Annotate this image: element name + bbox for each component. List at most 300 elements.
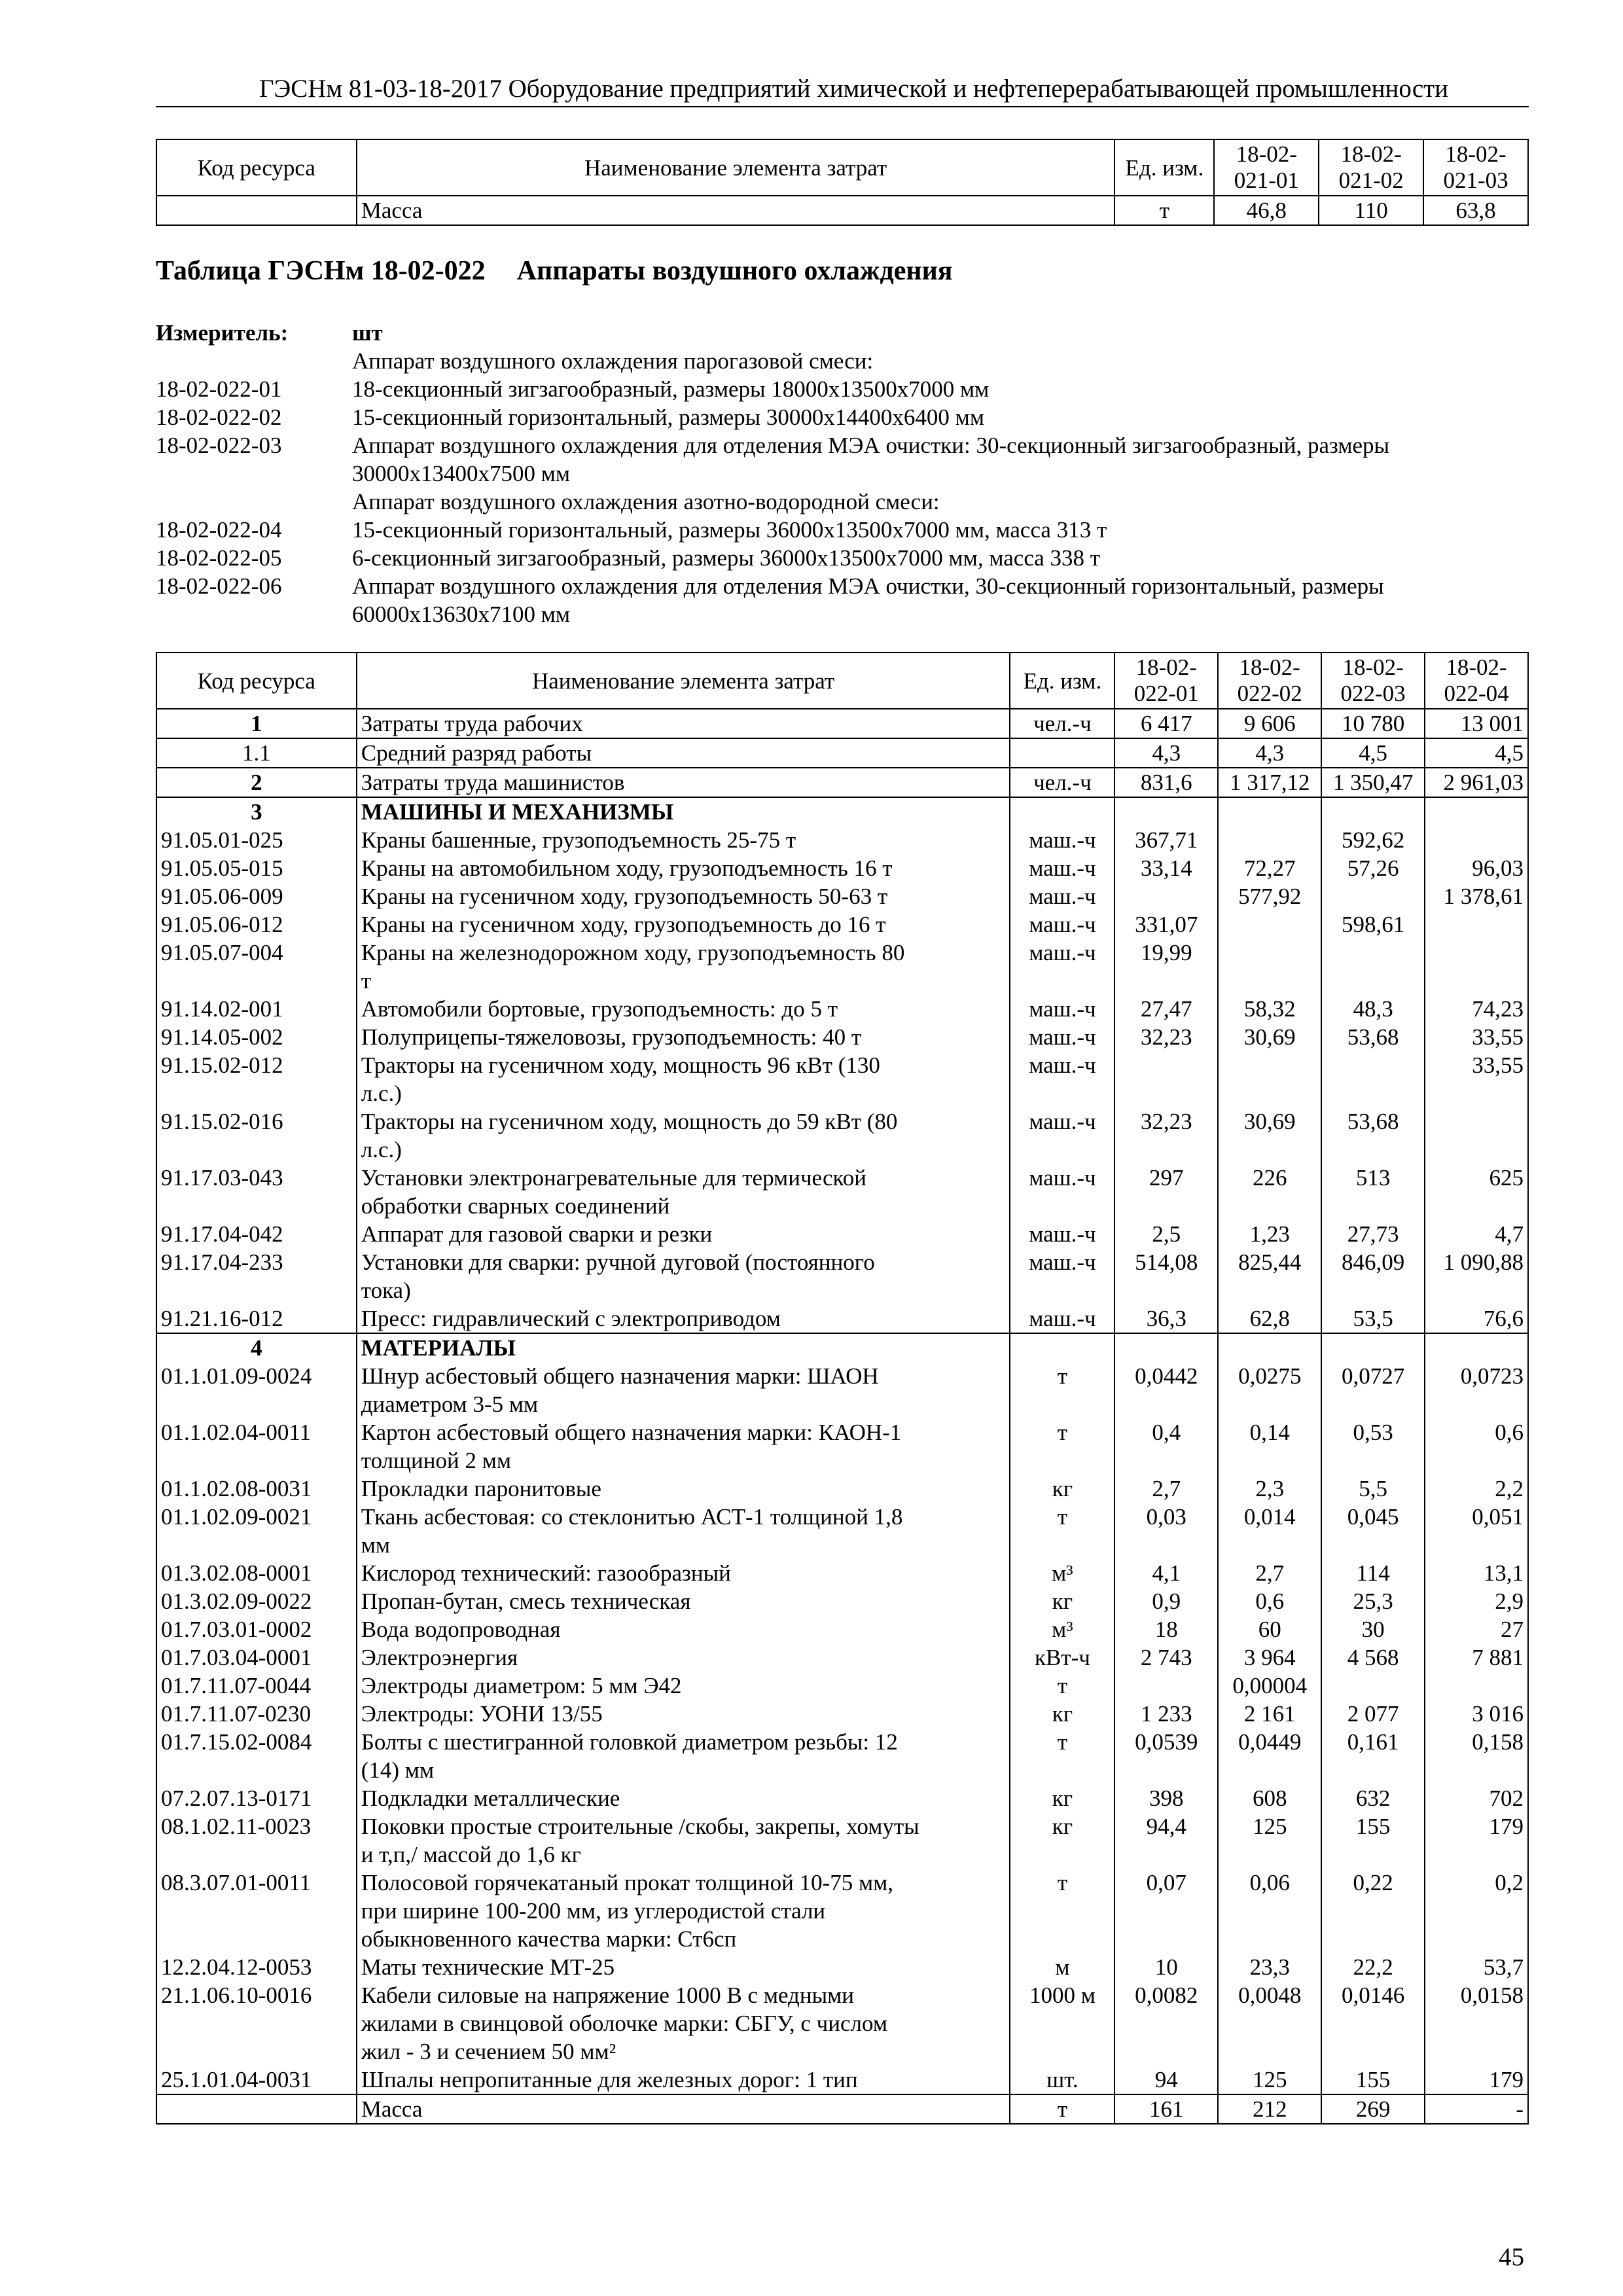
value — [1321, 1672, 1425, 1700]
value: 0,014 — [1218, 1503, 1321, 1559]
value: 2 077 — [1321, 1700, 1425, 1728]
resource-code: 21.1.06.10-0016 — [156, 1981, 357, 2066]
resource-code: 01.1.02.08-0031 — [156, 1475, 357, 1503]
value: 10 — [1115, 1953, 1218, 1981]
resource-code: 91.05.06-009 — [156, 882, 357, 910]
unit — [1010, 738, 1115, 768]
value: 48,3 — [1321, 995, 1425, 1023]
table-row — [156, 1304, 1528, 1333]
value: 0,06 — [1218, 1869, 1321, 1953]
measure-label: Измеритель: — [156, 320, 289, 346]
value: 1 090,88 — [1425, 1248, 1528, 1304]
table-row — [156, 1475, 1528, 1503]
value: 27,73 — [1321, 1220, 1425, 1248]
value: 0,0275 — [1218, 1362, 1321, 1418]
value: 32,23 — [1115, 1107, 1218, 1164]
value: 94 — [1115, 2066, 1218, 2094]
value — [1321, 797, 1425, 826]
value: 1 317,12 — [1218, 768, 1321, 797]
resource-code: 01.7.03.04-0001 — [156, 1643, 357, 1672]
value: 226 — [1218, 1164, 1321, 1220]
unit: маш.-ч — [1010, 939, 1115, 995]
table-row — [156, 738, 1528, 768]
norm-code: 18-02-022-04 — [156, 517, 282, 543]
table-row — [156, 1051, 1528, 1107]
resource-code: 2 — [156, 768, 357, 797]
cost-item-name: Аппарат для газовой сварки и резки — [357, 1220, 1010, 1248]
value: 22,2 — [1321, 1953, 1425, 1981]
unit: кг — [1010, 1700, 1115, 1728]
header-divider — [156, 106, 1529, 107]
value: 0,22 — [1321, 1869, 1425, 1953]
cost-item-name: Тракторы на гусеничном ходу, мощность 96 кВт (130 л.с.) — [357, 1051, 1010, 1107]
value: - — [1425, 2094, 1528, 2124]
value: 0,161 — [1321, 1728, 1425, 1784]
section-row — [156, 797, 1528, 826]
norm-code: 18-02-022-02 — [156, 404, 282, 430]
col-header-norm: 18-02- 021-01 — [1214, 139, 1319, 196]
resource-code: 91.21.16-012 — [156, 1304, 357, 1333]
value: 10 780 — [1321, 709, 1425, 738]
measure-unit: шт — [352, 320, 383, 346]
value: 2,3 — [1218, 1475, 1321, 1503]
norm-description: 30000x13400x7500 мм — [352, 461, 571, 486]
table-row — [156, 1107, 1528, 1164]
cost-item-name: Пропан-бутан, смесь техническая — [357, 1587, 1010, 1615]
table-row — [156, 1700, 1528, 1728]
value — [1115, 1333, 1218, 1362]
value: 94,4 — [1115, 1812, 1218, 1869]
value: 27 — [1425, 1615, 1528, 1643]
unit: чел.-ч — [1010, 768, 1115, 797]
cost-item-name: Маты технические МТ-25 — [357, 1953, 1010, 1981]
col-header-norm: 18-02- 021-02 — [1319, 139, 1423, 196]
value: 53,7 — [1425, 1953, 1528, 1981]
value: 212 — [1218, 2094, 1321, 2124]
resource-code: 91.15.02-016 — [156, 1107, 357, 1164]
resource-code: 01.1.01.09-0024 — [156, 1362, 357, 1418]
unit: маш.-ч — [1010, 1107, 1115, 1164]
value — [1425, 1107, 1528, 1164]
value: 0,6 — [1218, 1587, 1321, 1615]
resource-code: 25.1.01.04-0031 — [156, 2066, 357, 2094]
value: 33,14 — [1115, 854, 1218, 882]
cost-item-name: Прокладки паронитовые — [357, 1475, 1010, 1503]
value: 155 — [1321, 1812, 1425, 1869]
cost-item-name: Картон асбестовый общего назначения марки: КАОН-1 толщиной 2 мм — [357, 1418, 1010, 1475]
norm-description: 15-секционный горизонтальный, размеры 30000x14400x6400 мм — [352, 404, 984, 430]
resource-code: 01.7.11.07-0044 — [156, 1672, 357, 1700]
cost-item-name: Затраты труда рабочих — [357, 709, 1010, 738]
value: 2 743 — [1115, 1643, 1218, 1672]
value: 4,5 — [1321, 738, 1425, 768]
value — [1425, 939, 1528, 995]
table-header-row — [156, 139, 1528, 196]
value: 514,08 — [1115, 1248, 1218, 1304]
unit: т — [1010, 1728, 1115, 1784]
value: 297 — [1115, 1164, 1218, 1220]
value: 155 — [1321, 2066, 1425, 2094]
resource-code: 91.17.04-042 — [156, 1220, 357, 1248]
value — [1115, 1672, 1218, 1700]
value: 592,62 — [1321, 826, 1425, 854]
cost-item-name: Масса — [357, 196, 1115, 225]
value: 74,23 — [1425, 995, 1528, 1023]
table-number: Таблица ГЭСНм 18-02-022 — [156, 256, 486, 286]
table-name: Аппараты воздушного охлаждения — [516, 256, 953, 286]
norm-code: 18-02-022-06 — [156, 573, 282, 599]
cost-item-name: Электроды диаметром: 5 мм Э42 — [357, 1672, 1010, 1700]
value: 27,47 — [1115, 995, 1218, 1023]
value — [1321, 882, 1425, 910]
value: 96,03 — [1425, 854, 1528, 882]
value: 513 — [1321, 1164, 1425, 1220]
unit: маш.-ч — [1010, 1051, 1115, 1107]
value: 0,4 — [1115, 1418, 1218, 1475]
cost-item-name: Установки электронагревательные для термической обработки сварных соединений — [357, 1164, 1010, 1220]
norm-description: Аппарат воздушного охлаждения для отделения МЭА очистки, 30-секционный горизонтальный, размеры — [352, 573, 1384, 599]
unit: т — [1010, 1362, 1115, 1418]
cost-item-name: Шпалы непропитанные для железных дорог: 1 тип — [357, 2066, 1010, 2094]
unit: маш.-ч — [1010, 1164, 1115, 1220]
value: 0,0158 — [1425, 1981, 1528, 2066]
cost-item-name: Затраты труда машинистов — [357, 768, 1010, 797]
table-18-02-021-tail — [156, 139, 1529, 226]
unit: кг — [1010, 1784, 1115, 1812]
resource-code: 07.2.07.13-0171 — [156, 1784, 357, 1812]
value: 3 964 — [1218, 1643, 1321, 1672]
unit: маш.-ч — [1010, 1248, 1115, 1304]
unit: т — [1010, 2094, 1115, 2124]
value: 53,5 — [1321, 1304, 1425, 1333]
value: 0,051 — [1425, 1503, 1528, 1559]
table-header-row — [156, 653, 1528, 709]
value: 72,27 — [1218, 854, 1321, 882]
value: 0,0442 — [1115, 1362, 1218, 1418]
table-row — [156, 1981, 1528, 2066]
value: 0,0082 — [1115, 1981, 1218, 2066]
value — [1115, 882, 1218, 910]
value — [1115, 1051, 1218, 1107]
value — [1321, 939, 1425, 995]
cost-item-name: Кислород технический: газообразный — [357, 1559, 1010, 1587]
value: 2,7 — [1115, 1475, 1218, 1503]
value: 0,0727 — [1321, 1362, 1425, 1418]
col-header-norm: 18-02- 022-04 — [1425, 653, 1528, 709]
value — [1218, 939, 1321, 995]
table-row — [156, 995, 1528, 1023]
table-row — [156, 1023, 1528, 1051]
value: 577,92 — [1218, 882, 1321, 910]
table-row — [156, 1953, 1528, 1981]
unit: маш.-ч — [1010, 1304, 1115, 1333]
section-row — [156, 1333, 1528, 1362]
cost-item-name: Тракторы на гусеничном ходу, мощность до 59 кВт (80 л.с.) — [357, 1107, 1010, 1164]
value — [1321, 1051, 1425, 1107]
unit: маш.-ч — [1010, 854, 1115, 882]
value — [1425, 826, 1528, 854]
value: 4,3 — [1115, 738, 1218, 768]
value: 0,14 — [1218, 1418, 1321, 1475]
unit: т — [1010, 1503, 1115, 1559]
norm-description: Аппарат воздушного охлаждения парогазовой смеси: — [352, 348, 874, 374]
value: 846,09 — [1321, 1248, 1425, 1304]
col-header-norm: 18-02- 021-03 — [1423, 139, 1528, 196]
col-header-norm: 18-02- 022-01 — [1115, 653, 1218, 709]
value: 269 — [1321, 2094, 1425, 2124]
table-row — [156, 1559, 1528, 1587]
unit: маш.-ч — [1010, 882, 1115, 910]
table-row — [156, 1643, 1528, 1672]
cost-item-name: Ткань асбестовая: со стеклонитью АСТ-1 толщиной 1,8 мм — [357, 1503, 1010, 1559]
value: 4 568 — [1321, 1643, 1425, 1672]
resource-code: 91.15.02-012 — [156, 1051, 357, 1107]
unit: чел.-ч — [1010, 709, 1115, 738]
value: 331,07 — [1115, 910, 1218, 939]
cost-item-name: Автомобили бортовые, грузоподъемность: до 5 т — [357, 995, 1010, 1023]
value: 76,6 — [1425, 1304, 1528, 1333]
resource-code: 3 — [156, 797, 357, 826]
table-row — [156, 1418, 1528, 1475]
value: 0,0449 — [1218, 1728, 1321, 1784]
value — [1425, 1333, 1528, 1362]
running-header: ГЭСНм 81-03-18-2017 Оборудование предприятий химической и нефтеперерабатывающей промышленности — [259, 75, 1449, 103]
value: 2,9 — [1425, 1587, 1528, 1615]
value: 4,3 — [1218, 738, 1321, 768]
table-row — [156, 2066, 1528, 2094]
cost-item-name: Вода водопроводная — [357, 1615, 1010, 1643]
value: 0,0048 — [1218, 1981, 1321, 2066]
value — [1425, 910, 1528, 939]
value: 0,07 — [1115, 1869, 1218, 1953]
value: 5,5 — [1321, 1475, 1425, 1503]
value: 179 — [1425, 1812, 1528, 1869]
value: 6 417 — [1115, 709, 1218, 738]
norm-description: 6-секционный зигзагообразный, размеры 36000x13500x7000 мм, масса 338 т — [352, 545, 1101, 571]
unit: т — [1115, 196, 1214, 225]
table-row — [156, 2094, 1528, 2124]
unit: маш.-ч — [1010, 1023, 1115, 1051]
table-row — [156, 1248, 1528, 1304]
resource-code: 91.05.07-004 — [156, 939, 357, 995]
table-title — [156, 255, 953, 287]
resource-code: 91.17.03-043 — [156, 1164, 357, 1220]
value: 0,53 — [1321, 1418, 1425, 1475]
resource-code — [156, 2094, 357, 2124]
resource-code: 1.1 — [156, 738, 357, 768]
table-row — [156, 1587, 1528, 1615]
resource-code: 01.3.02.09-0022 — [156, 1587, 357, 1615]
unit: т — [1010, 1418, 1115, 1475]
value: 598,61 — [1321, 910, 1425, 939]
cost-item-name: Краны на гусеничном ходу, грузоподъемность 50-63 т — [357, 882, 1010, 910]
col-header-norm: 18-02- 022-02 — [1218, 653, 1321, 709]
cost-item-name: МАТЕРИАЛЫ — [357, 1333, 1010, 1362]
unit: кг — [1010, 1812, 1115, 1869]
resource-code: 91.05.05-015 — [156, 854, 357, 882]
norm-description: Аппарат воздушного охлаждения азотно-водородной смеси: — [352, 489, 940, 514]
table-row — [156, 768, 1528, 797]
resource-code: 91.05.06-012 — [156, 910, 357, 939]
table-18-02-022 — [156, 652, 1529, 2125]
cost-item-name: Масса — [357, 2094, 1010, 2124]
resource-code: 91.05.01-025 — [156, 826, 357, 854]
value: 1 233 — [1115, 1700, 1218, 1728]
cost-item-name: Установки для сварки: ручной дуговой (постоянного тока) — [357, 1248, 1010, 1304]
table-row — [156, 1615, 1528, 1643]
table-row — [156, 1503, 1528, 1559]
col-header-unit: Ед. изм. — [1010, 653, 1115, 709]
table-row — [156, 709, 1528, 738]
cost-item-name: Кабели силовые на напряжение 1000 В с медными жилами в свинцовой оболочке марки: СБГУ, с числом жил - 3 и сечением 50 мм² — [357, 1981, 1010, 2066]
unit — [1010, 1333, 1115, 1362]
table-row — [156, 1869, 1528, 1953]
resource-code: 91.17.04-233 — [156, 1248, 357, 1304]
unit: маш.-ч — [1010, 1220, 1115, 1248]
unit: м³ — [1010, 1559, 1115, 1587]
value — [1218, 1333, 1321, 1362]
value: 0,6 — [1425, 1418, 1528, 1475]
col-header-code: Код ресурса — [156, 139, 357, 196]
resource-code: 01.7.15.02-0084 — [156, 1728, 357, 1784]
value: 0,158 — [1425, 1728, 1528, 1784]
resource-code: 08.1.02.11-0023 — [156, 1812, 357, 1869]
table-row — [156, 1812, 1528, 1869]
value: 2 161 — [1218, 1700, 1321, 1728]
norm-code: 18-02-022-01 — [156, 376, 282, 402]
value: 23,3 — [1218, 1953, 1321, 1981]
value: 57,26 — [1321, 854, 1425, 882]
value — [1218, 910, 1321, 939]
value: 32,23 — [1115, 1023, 1218, 1051]
value: 1 378,61 — [1425, 882, 1528, 910]
value: 0,03 — [1115, 1503, 1218, 1559]
cost-item-name: Краны на железнодорожном ходу, грузоподъемность 80 т — [357, 939, 1010, 995]
unit: м³ — [1010, 1615, 1115, 1643]
cost-item-name: Поковки простые строительные /скобы, закрепы, хомуты и т,п,/ массой до 1,6 кг — [357, 1812, 1010, 1869]
unit: маш.-ч — [1010, 995, 1115, 1023]
value: 4,7 — [1425, 1220, 1528, 1248]
value: 0,0723 — [1425, 1362, 1528, 1418]
page-number: 45 — [1499, 2243, 1524, 2271]
value — [1218, 1051, 1321, 1107]
resource-code: 91.14.02-001 — [156, 995, 357, 1023]
value: 0,00004 — [1218, 1672, 1321, 1700]
value: 0,0539 — [1115, 1728, 1218, 1784]
value: 33,55 — [1425, 1051, 1528, 1107]
table-row — [156, 196, 1528, 225]
table-row — [156, 826, 1528, 854]
unit: 1000 м — [1010, 1981, 1115, 2066]
cost-item-name: Болты с шестигранной головкой диаметром резьбы: 12 (14) мм — [357, 1728, 1010, 1784]
value: 702 — [1425, 1784, 1528, 1812]
cost-item-name: Краны на гусеничном ходу, грузоподъемность до 16 т — [357, 910, 1010, 939]
value: 125 — [1218, 1812, 1321, 1869]
resource-code: 01.3.02.08-0001 — [156, 1559, 357, 1587]
table-row — [156, 1784, 1528, 1812]
unit — [1010, 797, 1115, 826]
unit: кг — [1010, 1587, 1115, 1615]
table-row — [156, 854, 1528, 882]
value: 161 — [1115, 2094, 1218, 2124]
value: 2 961,03 — [1425, 768, 1528, 797]
resource-code: 91.14.05-002 — [156, 1023, 357, 1051]
value: 2,2 — [1425, 1475, 1528, 1503]
value — [1425, 1672, 1528, 1700]
value: 18 — [1115, 1615, 1218, 1643]
value: 2,5 — [1115, 1220, 1218, 1248]
value: 398 — [1115, 1784, 1218, 1812]
resource-code: 01.1.02.04-0011 — [156, 1418, 357, 1475]
value: 831,6 — [1115, 768, 1218, 797]
value: 63,8 — [1423, 196, 1528, 225]
norm-description: Аппарат воздушного охлаждения для отделения МЭА очистки: 30-секционный зигзагообразный, размеры — [352, 433, 1390, 458]
cost-item-name: Электроэнергия — [357, 1643, 1010, 1672]
value — [1321, 1333, 1425, 1362]
value: 4,5 — [1425, 738, 1528, 768]
table-row — [156, 882, 1528, 910]
resource-code: 01.1.02.09-0021 — [156, 1503, 357, 1559]
resource-code: 12.2.04.12-0053 — [156, 1953, 357, 1981]
unit: маш.-ч — [1010, 826, 1115, 854]
unit: т — [1010, 1672, 1115, 1700]
cost-item-name: Шнур асбестовый общего назначения марки: ШАОН диаметром 3-5 мм — [357, 1362, 1010, 1418]
cost-item-name: Краны на автомобильном ходу, грузоподъемность 16 т — [357, 854, 1010, 882]
value: 625 — [1425, 1164, 1528, 1220]
value: 0,2 — [1425, 1869, 1528, 1953]
value: 62,8 — [1218, 1304, 1321, 1333]
norm-description: 18-секционный зигзагообразный, размеры 18000x13500x7000 мм — [352, 376, 990, 402]
cost-item-name: Краны башенные, грузоподъемность 25-75 т — [357, 826, 1010, 854]
value: 19,99 — [1115, 939, 1218, 995]
col-header-unit: Ед. изм. — [1115, 139, 1214, 196]
value: 4,1 — [1115, 1559, 1218, 1587]
value: 53,68 — [1321, 1023, 1425, 1051]
value: 367,71 — [1115, 826, 1218, 854]
value: 13,1 — [1425, 1559, 1528, 1587]
resource-code: 01.7.03.01-0002 — [156, 1615, 357, 1643]
value: 30,69 — [1218, 1023, 1321, 1051]
value: 1 350,47 — [1321, 768, 1425, 797]
value: 114 — [1321, 1559, 1425, 1587]
cost-item-name: Средний разряд работы — [357, 738, 1010, 768]
unit: кг — [1010, 1475, 1115, 1503]
value: 36,3 — [1115, 1304, 1218, 1333]
norm-code: 18-02-022-05 — [156, 545, 282, 571]
table-row — [156, 939, 1528, 995]
value: 7 881 — [1425, 1643, 1528, 1672]
resource-code — [156, 196, 357, 225]
value: 60 — [1218, 1615, 1321, 1643]
value: 1,23 — [1218, 1220, 1321, 1248]
resource-code: 08.3.07.01-0011 — [156, 1869, 357, 1953]
cost-item-name: Электроды: УОНИ 13/55 — [357, 1700, 1010, 1728]
cost-item-name: Полуприцепы-тяжеловозы, грузоподъемность: 40 т — [357, 1023, 1010, 1051]
value: 608 — [1218, 1784, 1321, 1812]
table-row — [156, 1362, 1528, 1418]
value: 9 606 — [1218, 709, 1321, 738]
value: 632 — [1321, 1784, 1425, 1812]
value: 179 — [1425, 2066, 1528, 2094]
value: 33,55 — [1425, 1023, 1528, 1051]
resource-code: 01.7.11.07-0230 — [156, 1700, 357, 1728]
table-row — [156, 1672, 1528, 1700]
col-header-norm: 18-02- 022-03 — [1321, 653, 1425, 709]
value — [1115, 797, 1218, 826]
value — [1218, 826, 1321, 854]
unit: шт. — [1010, 2066, 1115, 2094]
norm-description: 60000x13630x7100 мм — [352, 601, 571, 627]
